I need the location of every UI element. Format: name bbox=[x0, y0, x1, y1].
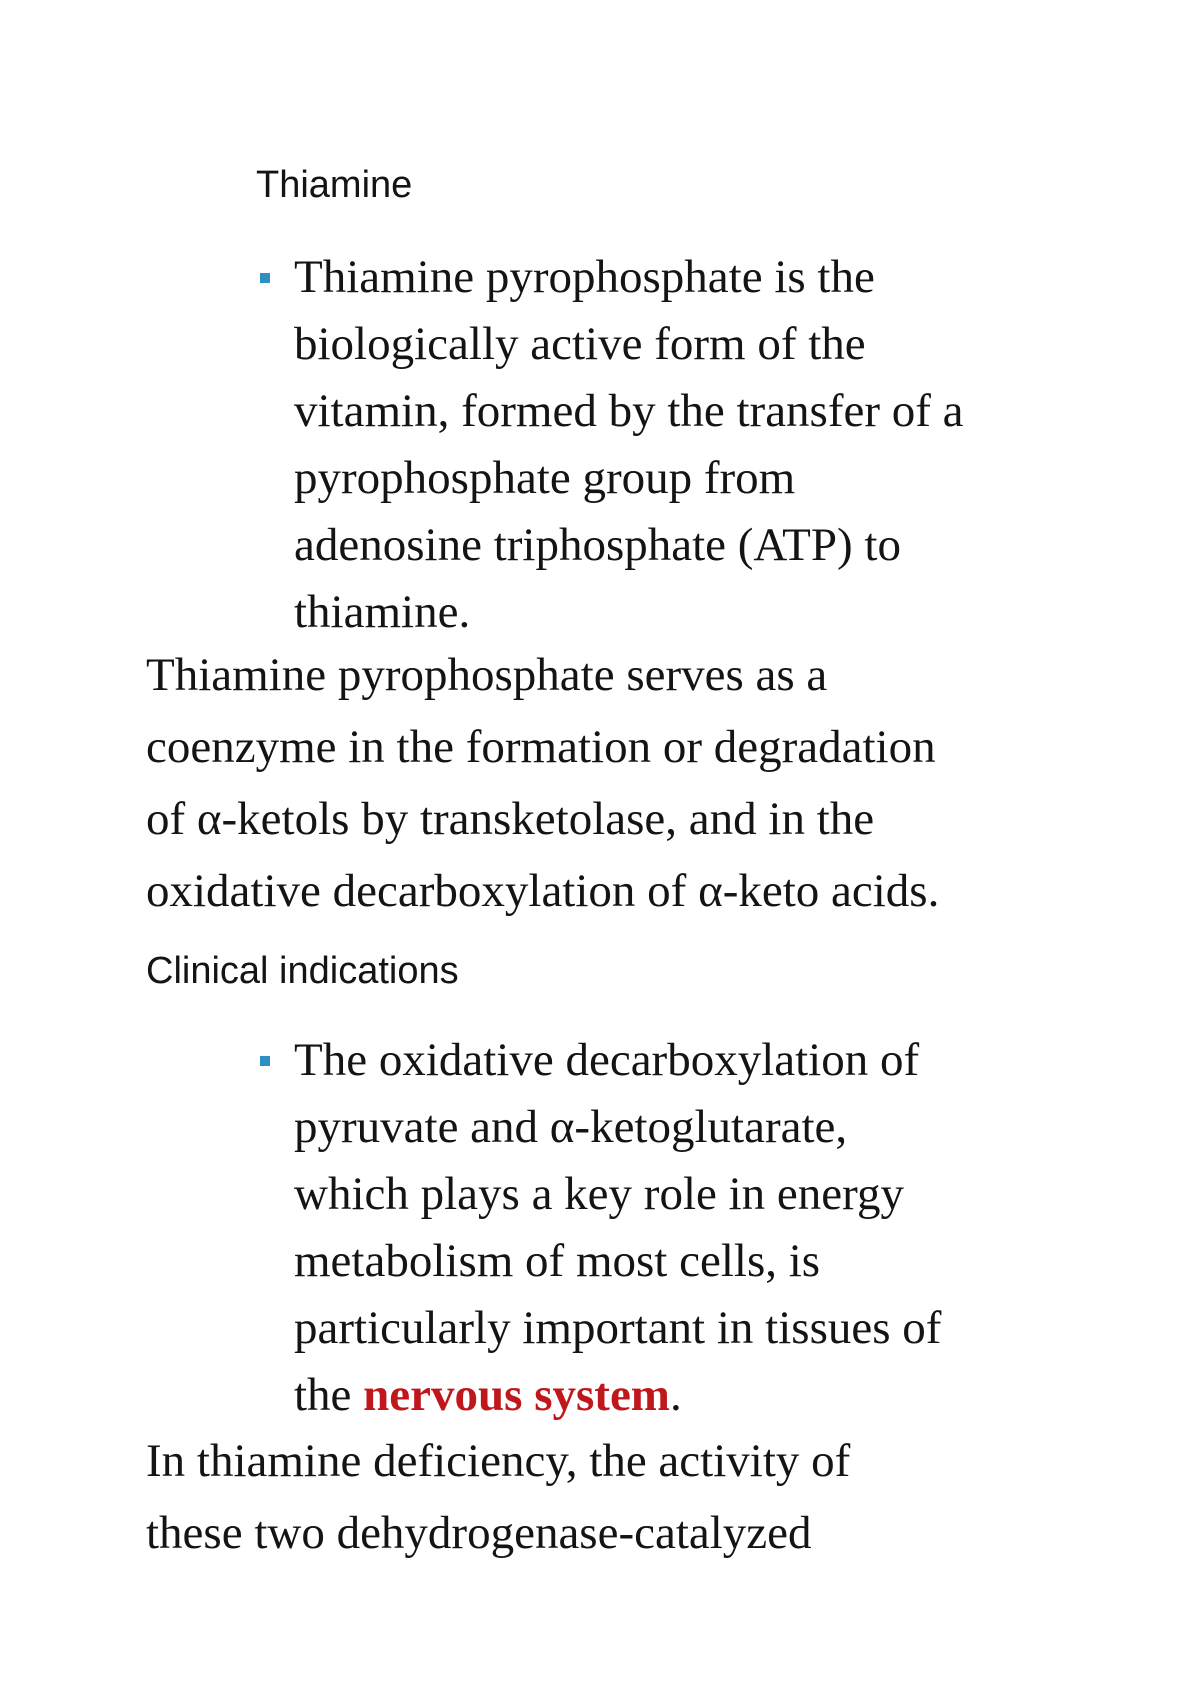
bullet-line-last bbox=[294, 1362, 1116, 1429]
line-prefix: the bbox=[294, 1369, 364, 1421]
paragraph-line: coenzyme in the formation or degradation bbox=[146, 721, 936, 773]
line-suffix: . bbox=[669, 1369, 682, 1421]
bullet-line: particularly important in tissues of bbox=[294, 1302, 942, 1354]
paragraph-line: Thiamine pyrophosphate serves as a bbox=[146, 649, 828, 701]
bullet-line: vitamin, formed by the transfer of a bbox=[294, 385, 964, 437]
section-heading-clinical-indications: Clinical indications bbox=[146, 950, 459, 992]
bullet-item-pyrophosphate bbox=[256, 244, 1116, 646]
square-bullet-icon bbox=[260, 273, 270, 283]
bullet-line: pyrophosphate group from bbox=[294, 452, 796, 504]
paragraph-deficiency bbox=[146, 1425, 850, 1569]
highlighted-term: nervous system bbox=[363, 1369, 670, 1421]
paragraph-line: of α-ketols by transketolase, and in the bbox=[146, 793, 875, 845]
paragraph-line: In thiamine deficiency, the activity of bbox=[146, 1435, 851, 1487]
bullet-line: pyruvate and α-ketoglutarate, bbox=[294, 1101, 848, 1153]
bullet-line: adenosine triphosphate (ATP) to bbox=[294, 519, 901, 571]
bullet-item-decarboxylation bbox=[256, 1027, 1116, 1429]
bullet-line: biologically active form of the bbox=[294, 318, 866, 370]
bullet-line: The oxidative decarboxylation of bbox=[294, 1034, 920, 1086]
paragraph-coenzyme bbox=[146, 639, 939, 927]
bullet-line: thiamine. bbox=[294, 586, 471, 638]
bullet-line: metabolism of most cells, is bbox=[294, 1235, 821, 1287]
paragraph-line: these two dehydrogenase-catalyzed bbox=[146, 1507, 812, 1559]
square-bullet-icon bbox=[260, 1056, 270, 1066]
bullet-line: Thiamine pyrophosphate is the bbox=[294, 251, 875, 303]
section-heading-thiamine: Thiamine bbox=[256, 164, 413, 206]
paragraph-line: oxidative decarboxylation of α-keto acids. bbox=[146, 865, 940, 917]
bullet-line: which plays a key role in energy bbox=[294, 1168, 904, 1220]
